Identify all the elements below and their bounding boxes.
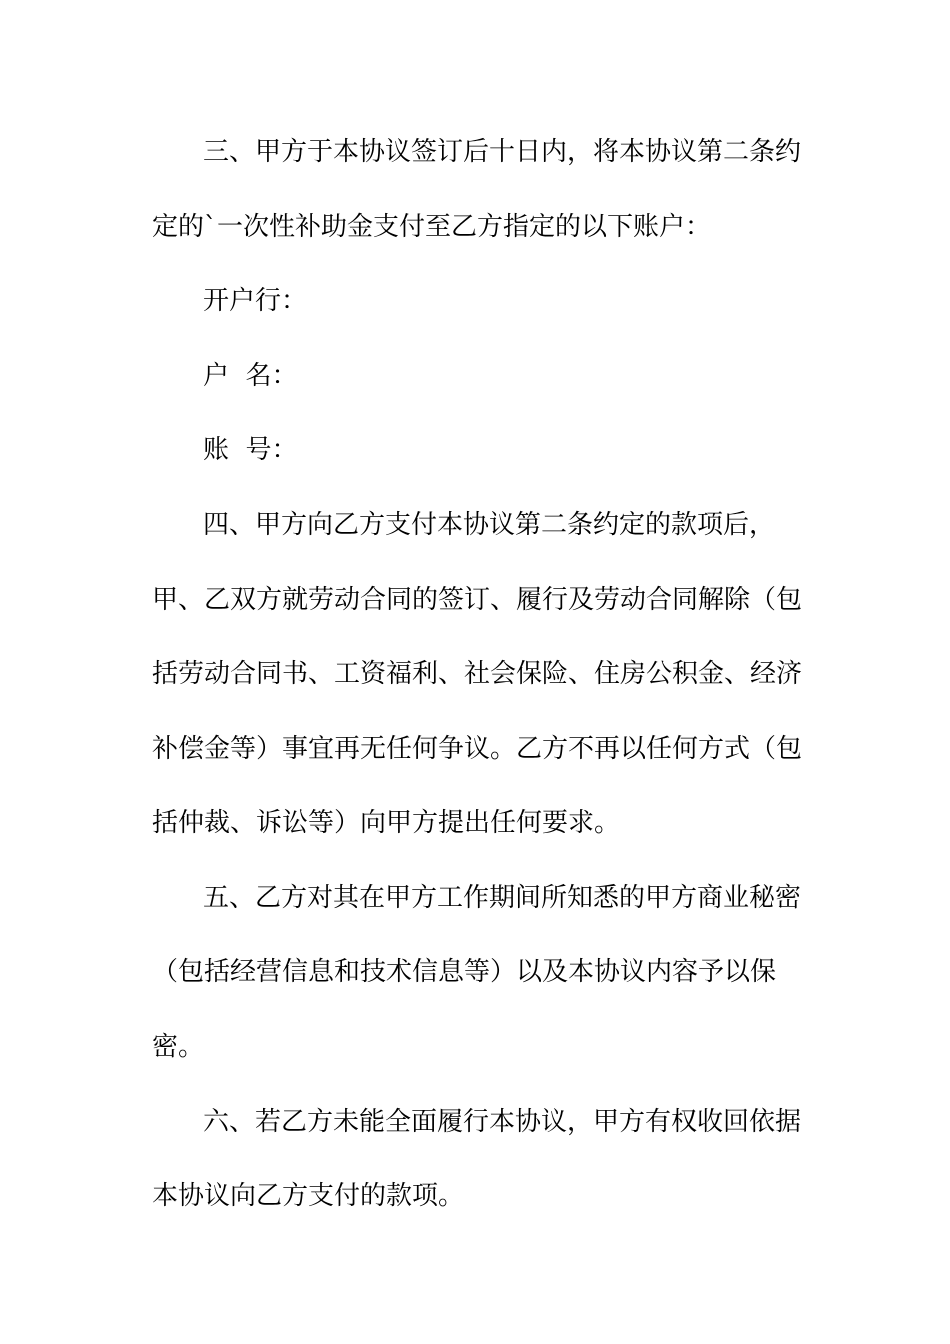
clause-5-line-1: 五、乙方对其在甲方工作期间所知悉的甲方商业秘密 — [203, 883, 802, 913]
clause-6-line-1: 六、若乙方未能全面履行本协议，甲方有权收回依据 — [203, 1107, 802, 1137]
bank-name-label: 开户行： — [203, 286, 308, 316]
clause-3-line-1: 三、甲方于本协议签订后十日内，将本协议第二条约 — [203, 137, 802, 167]
clause-4-line-3: 括劳动合同书、工资福利、社会保险、住房公积金、经济 — [152, 659, 803, 689]
clause-4-line-2: 甲、乙双方就劳动合同的签订、履行及劳动合同解除（包 — [152, 585, 803, 615]
clause-4-line-4: 补偿金等）事宜再无任何争议。乙方不再以任何方式（包 — [152, 734, 803, 764]
clause-4-line-1: 四、甲方向乙方支付本协议第二条约定的款项后， — [203, 510, 776, 540]
account-name-label: 户 名： — [203, 361, 298, 391]
clause-5-line-2: （包括经营信息和技术信息等）以及本协议内容予以保 — [152, 957, 777, 987]
clause-6-line-2: 本协议向乙方支付的款项。 — [152, 1181, 465, 1211]
clause-4-line-5: 括仲裁、诉讼等）向甲方提出任何要求。 — [152, 808, 621, 838]
account-number-label: 账 号： — [203, 435, 298, 465]
clause-3-line-2: 定的`一次性补助金支付至乙方指定的以下账户： — [152, 212, 712, 242]
clause-5-line-3: 密。 — [152, 1032, 205, 1062]
